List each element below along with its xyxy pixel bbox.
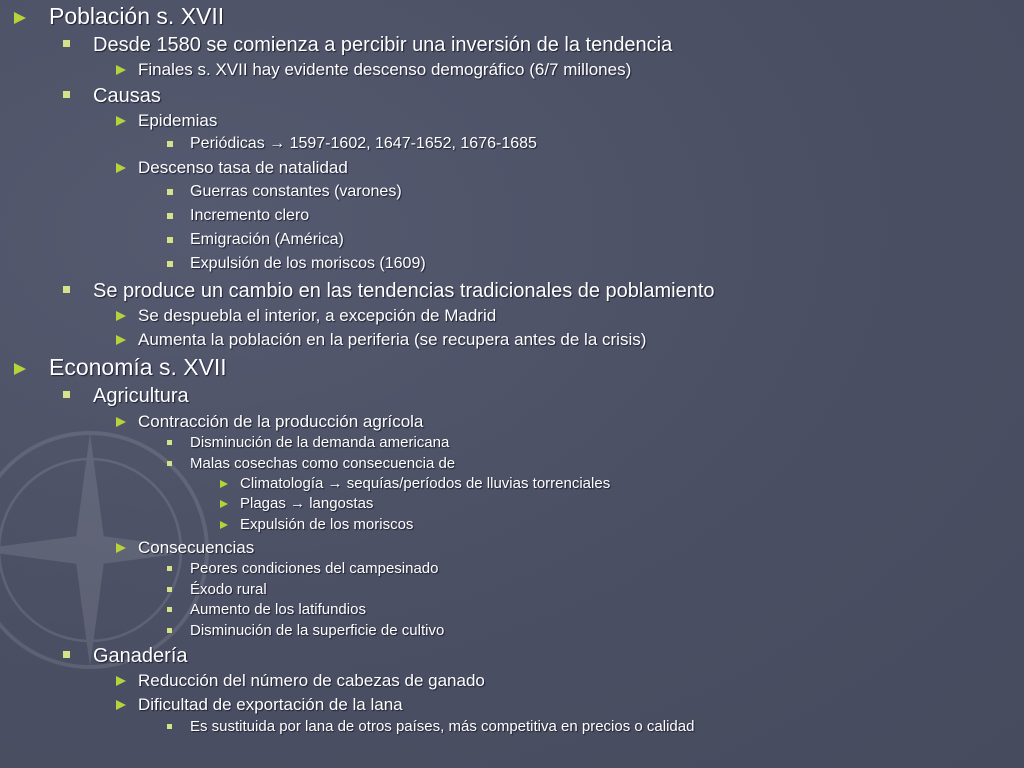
item-text: Agricultura bbox=[93, 385, 189, 407]
item-text: Dificultad de exportación de la lana bbox=[138, 695, 403, 714]
item-text: Se despuebla el interior, a excepción de Madrid bbox=[138, 306, 497, 325]
item-text: Aumento de los latifundios bbox=[190, 601, 366, 618]
square-bullet-icon bbox=[167, 189, 173, 195]
item-text: Guerras constantes (varones) bbox=[190, 183, 402, 200]
item-text: Contracción de la producción agrícola bbox=[138, 412, 424, 431]
item-text: Climatología → sequías/períodos de lluvias torrenciales bbox=[240, 475, 611, 492]
triangle-bullet-icon bbox=[116, 335, 126, 345]
item-text: Causas bbox=[93, 85, 161, 107]
item-text: Es sustituida por lana de otros países, más competitiva en precios o calidad bbox=[190, 718, 695, 735]
item-text: Descenso tasa de natalidad bbox=[138, 158, 348, 177]
triangle-bullet-icon bbox=[116, 417, 126, 427]
item-text: Población s. XVII bbox=[49, 3, 225, 29]
triangle-bullet-icon bbox=[14, 363, 26, 375]
triangle-bullet-icon bbox=[116, 700, 126, 710]
square-bullet-icon bbox=[63, 391, 70, 398]
square-bullet-icon bbox=[63, 91, 70, 98]
square-bullet-icon bbox=[63, 286, 70, 293]
triangle-bullet-icon bbox=[14, 12, 26, 24]
item-text: Desde 1580 se comienza a percibir una inversión de la tendencia bbox=[93, 34, 673, 56]
item-text: Malas cosechas como consecuencia de bbox=[190, 455, 456, 472]
item-text: Expulsión de los moriscos bbox=[240, 516, 414, 533]
item-text: Se produce un cambio en las tendencias tradicionales de poblamiento bbox=[93, 280, 715, 302]
item-text: Finales s. XVII hay evidente descenso demográfico (6/7 millones) bbox=[138, 60, 632, 79]
triangle-bullet-icon bbox=[220, 521, 228, 529]
triangle-bullet-icon bbox=[116, 163, 126, 173]
square-bullet-icon bbox=[167, 607, 172, 612]
item-text: Epidemias bbox=[138, 111, 218, 130]
triangle-bullet-icon bbox=[116, 311, 126, 321]
triangle-bullet-icon bbox=[116, 543, 126, 553]
square-bullet-icon bbox=[167, 141, 173, 147]
item-text: Disminución de la superficie de cultivo bbox=[190, 622, 445, 639]
square-bullet-icon bbox=[63, 651, 70, 658]
item-text: Expulsión de los moriscos (1609) bbox=[190, 255, 426, 272]
square-bullet-icon bbox=[167, 724, 172, 729]
item-text: Consecuencias bbox=[138, 538, 255, 557]
item-text: Periódicas → 1597-1602, 1647-1652, 1676-1685 bbox=[190, 135, 537, 152]
square-bullet-icon bbox=[167, 261, 173, 267]
square-bullet-icon bbox=[167, 213, 173, 219]
triangle-bullet-icon bbox=[116, 676, 126, 686]
square-bullet-icon bbox=[167, 461, 172, 466]
item-text: Reducción del número de cabezas de ganado bbox=[138, 671, 485, 690]
triangle-bullet-icon bbox=[220, 500, 228, 508]
square-bullet-icon bbox=[167, 237, 173, 243]
item-text: Plagas → langostas bbox=[240, 495, 374, 512]
item-text: Incremento clero bbox=[190, 207, 310, 224]
triangle-bullet-icon bbox=[220, 480, 228, 488]
triangle-bullet-icon bbox=[116, 116, 126, 126]
square-bullet-icon bbox=[167, 628, 172, 633]
item-text: Ganadería bbox=[93, 645, 188, 667]
item-text: Economía s. XVII bbox=[49, 354, 227, 380]
item-text: Éxodo rural bbox=[190, 581, 267, 598]
item-text: Peores condiciones del campesinado bbox=[190, 560, 439, 577]
item-text: Disminución de la demanda americana bbox=[190, 434, 450, 451]
item-text: Emigración (América) bbox=[190, 231, 344, 248]
square-bullet-icon bbox=[167, 566, 172, 571]
item-text: Aumenta la población en la periferia (se recupera antes de la crisis) bbox=[138, 330, 647, 349]
square-bullet-icon bbox=[167, 587, 172, 592]
square-bullet-icon bbox=[63, 40, 70, 47]
triangle-bullet-icon bbox=[116, 65, 126, 75]
square-bullet-icon bbox=[167, 440, 172, 445]
